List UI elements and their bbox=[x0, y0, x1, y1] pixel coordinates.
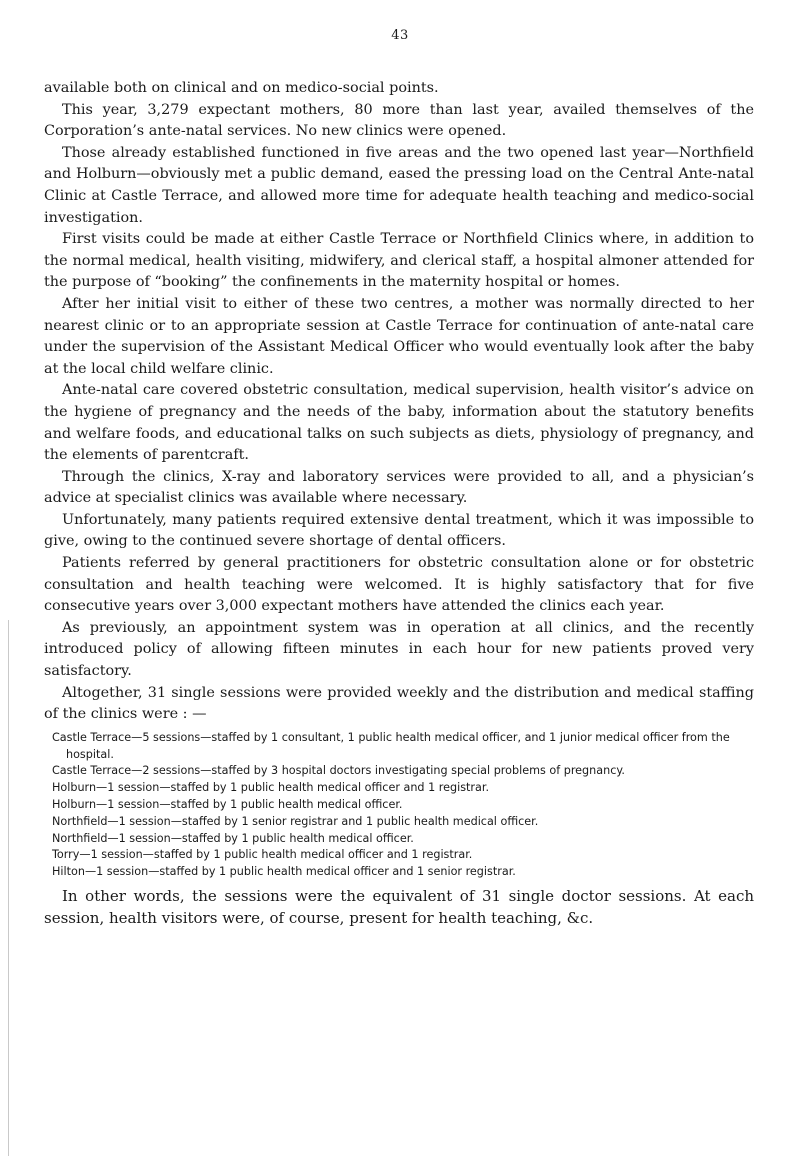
body-text bbox=[44, 78, 754, 929]
paragraph: This year, 3,279 expectant mothers, 80 more than last year, availed themselves of the Corporation’s ante-natal services. No new clinics were opened. bbox=[44, 101, 754, 140]
session-entry: Torry—1 session—staffed by 1 public health medical officer and 1 registrar. bbox=[52, 848, 473, 862]
closing-paragraph-block bbox=[44, 885, 754, 929]
paragraph: As previously, an appointment system was in operation at all clinics, and the recently introduced policy of allowing fifteen minutes in each hour for new patients proved very satisfactory. bbox=[44, 619, 754, 680]
closing-paragraph: In other words, the sessions were the equivalent of 31 single doctor sessions. At each session, health visitors were, of course, present for health teaching, &c. bbox=[44, 886, 754, 927]
paragraph: Through the clinics, X-ray and laboratory services were provided to all, and a physician’s advice at specialist clinics was available where necessary. bbox=[44, 468, 754, 507]
page-number: 43 bbox=[391, 28, 409, 43]
session-entry: Northfield—1 session—staffed by 1 public health medical officer. bbox=[52, 831, 414, 845]
paragraph: Altogether, 31 single sessions were provided weekly and the distribution and medical staffing of the clinics were : — bbox=[44, 684, 754, 723]
session-entry: Northfield—1 session—staffed by 1 senior registrar and 1 public health medical officer. bbox=[52, 814, 539, 828]
sessions-list bbox=[44, 730, 754, 881]
paragraph: Unfortunately, many patients required extensive dental treatment, which it was impossible to give, owing to the continued severe shortage of dental officers. bbox=[44, 511, 754, 550]
session-entry: Holburn—1 session—staffed by 1 public health medical officer and 1 registrar. bbox=[52, 781, 490, 795]
session-entry: Castle Terrace—2 sessions—staffed by 3 hospital doctors investigating special problems of pregnancy. bbox=[52, 764, 625, 778]
page-edge-line bbox=[8, 620, 9, 1156]
paragraph: Ante-natal care covered obstetric consultation, medical supervision, health visitor’s advice on the hygiene of pregnancy and the needs of the baby, information about the statutory benefits and welfare foods, and educational talks on such subjects as diets, physiology of pregnancy, and the elements of parentcraft. bbox=[44, 382, 754, 464]
session-entry: Castle Terrace—5 sessions—staffed by 1 consultant, 1 public health medical officer, and 1 junior medical officer from the hospital. bbox=[52, 730, 730, 761]
paragraph: Those already established functioned in five areas and the two opened last year—Northfield and Holburn—obviously met a public demand, eased the pressing load on the Central Ante-natal Clinic at Castle Terrace, and allowed more time for adequate health teaching and medico-social investigation. bbox=[44, 144, 754, 226]
paragraph: After her initial visit to either of these two centres, a mother was normally directed to her nearest clinic or to an appropriate session at Castle Terrace for continuation of ante-natal care under the supervision of the Assistant Medical Officer who would eventually look after the baby at the local child welfare clinic. bbox=[44, 295, 754, 377]
session-entry: Hilton—1 session—staffed by 1 public health medical officer and 1 senior registrar. bbox=[52, 865, 516, 879]
paragraph: available both on clinical and on medico-social points. bbox=[44, 80, 439, 96]
session-entry: Holburn—1 session—staffed by 1 public health medical officer. bbox=[52, 798, 403, 811]
paragraph: First visits could be made at either Castle Terrace or Northfield Clinics where, in addition to the normal medical, health visiting, midwifery, and clerical staff, a hospital almoner attended for the purpose of “booking” the confinements in the maternity hospital or homes. bbox=[44, 231, 754, 291]
paragraph: Patients referred by general practitioners for obstetric consultation alone or for obstetric consultation and health teaching were welcomed. It is highly satisfactory that for five consecutive years over 3,000 expectant mothers have attended the clinics each year. bbox=[44, 555, 754, 615]
